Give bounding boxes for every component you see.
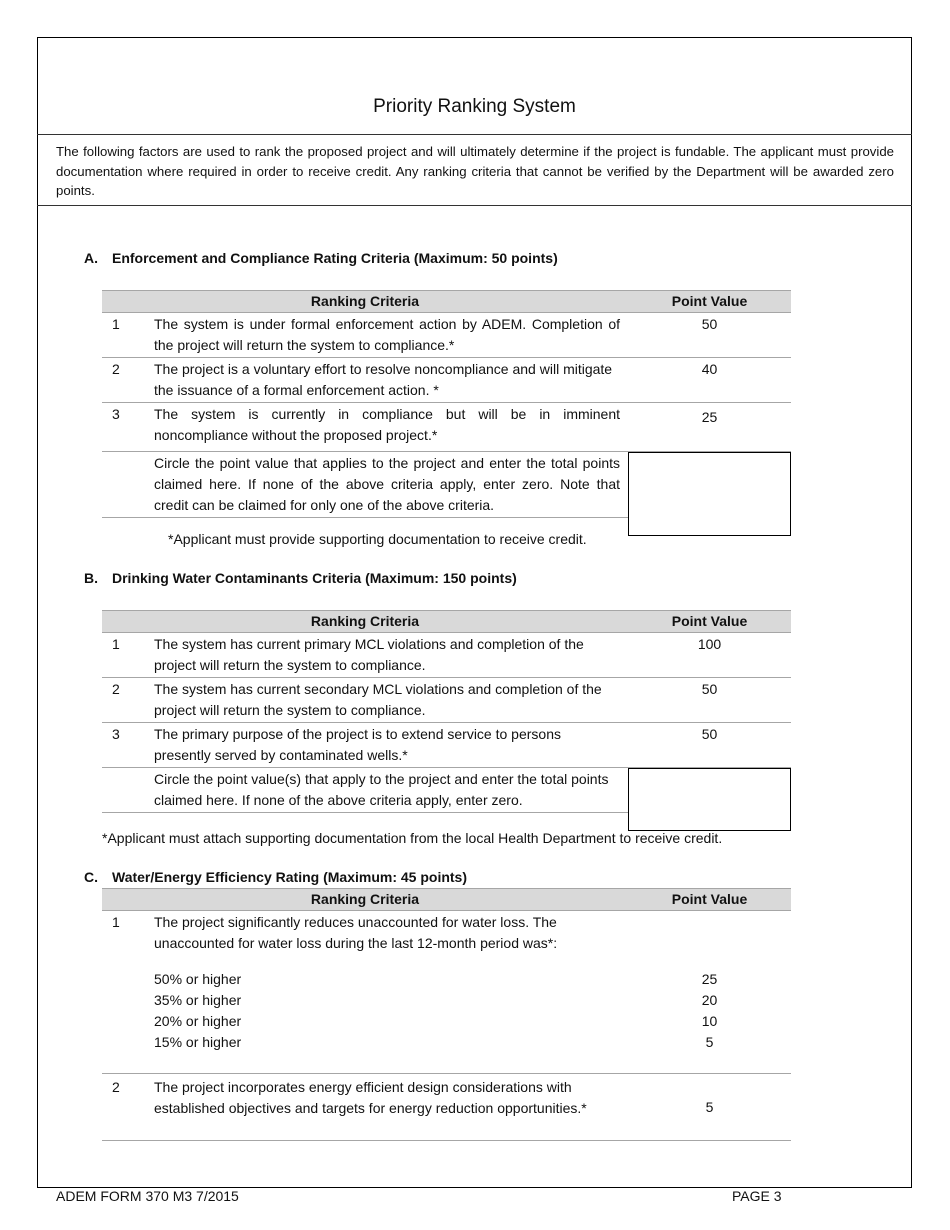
option-row bbox=[102, 990, 791, 1011]
table-row bbox=[102, 911, 791, 1074]
header-points: Point Value bbox=[671, 613, 748, 629]
table-row bbox=[102, 358, 791, 403]
row-criteria: The project is a voluntary effort to resolve noncompliance and will mitigate the issuance of a formal enforcement action. * bbox=[154, 361, 613, 398]
section-title: Water/Energy Efficiency Rating (Maximum: 45 points) bbox=[112, 869, 467, 885]
row-criteria: The primary purpose of the project is to extend service to persons presently served by contaminated wells.* bbox=[154, 726, 561, 763]
section-b-heading bbox=[84, 570, 517, 586]
section-letter: C. bbox=[84, 869, 98, 885]
divider bbox=[37, 205, 912, 206]
header-points: Point Value bbox=[671, 293, 748, 309]
option-row bbox=[102, 1011, 791, 1032]
row-points[interactable]: 25 bbox=[701, 409, 718, 425]
divider bbox=[37, 134, 912, 135]
row-points[interactable]: 5 bbox=[705, 1099, 714, 1115]
option-row bbox=[102, 969, 791, 990]
option-label: 20% or higher bbox=[154, 1013, 242, 1029]
option-points[interactable]: 25 bbox=[701, 971, 718, 987]
table-row bbox=[102, 678, 791, 723]
page-title: Priority Ranking System bbox=[373, 96, 576, 117]
row-points[interactable]: 50 bbox=[701, 726, 718, 742]
row-number: 1 bbox=[112, 636, 120, 652]
row-number: 3 bbox=[112, 726, 120, 742]
row-criteria: The system is under formal enforcement action by ADEM. Completion of the project will return the system to compliance.* bbox=[154, 316, 620, 353]
row-criteria: The system is currently in compliance but will be in imminent noncompliance without the proposed project.* bbox=[154, 406, 620, 443]
row-criteria: The system has current secondary MCL violations and completion of the project will return the system to compliance. bbox=[154, 681, 602, 718]
section-title: Enforcement and Compliance Rating Criteria (Maximum: 50 points) bbox=[112, 250, 558, 266]
page-number: PAGE 3 bbox=[732, 1188, 782, 1204]
option-label: 15% or higher bbox=[154, 1034, 242, 1050]
instruction-row bbox=[102, 452, 791, 518]
option-row bbox=[102, 1032, 791, 1053]
section-a-table bbox=[102, 290, 791, 518]
row-number: 2 bbox=[112, 681, 120, 697]
instruction-text: Circle the point value that applies to the project and enter the total points claimed here. If none of the above criteria apply, enter zero. Note that credit can be claimed for only one of the above criteria. bbox=[154, 455, 620, 513]
instruction-row bbox=[102, 768, 791, 813]
row-criteria: The project significantly reduces unaccounted for water loss. The unaccounted for water loss during the last 12-month period was*: bbox=[154, 914, 558, 951]
option-label: 50% or higher bbox=[154, 971, 242, 987]
option-points[interactable]: 20 bbox=[701, 992, 718, 1008]
section-letter: A. bbox=[84, 250, 98, 266]
form-id: ADEM FORM 370 M3 7/2015 bbox=[56, 1188, 239, 1204]
table-row bbox=[102, 633, 791, 678]
option-label: 35% or higher bbox=[154, 992, 242, 1008]
section-a-heading bbox=[84, 250, 558, 266]
table-header bbox=[102, 610, 791, 633]
row-points[interactable]: 40 bbox=[701, 361, 718, 377]
table-header bbox=[102, 888, 791, 911]
section-b-footnote: *Applicant must attach supporting documentation from the local Health Department to receive credit. bbox=[102, 830, 723, 846]
instruction-text: Circle the point value(s) that apply to the project and enter the total points claimed here. If none of the above criteria apply, enter zero. bbox=[154, 771, 609, 808]
section-letter: B. bbox=[84, 570, 98, 586]
table-row bbox=[102, 403, 791, 452]
table-row bbox=[102, 313, 791, 358]
header-criteria: Ranking Criteria bbox=[310, 293, 420, 309]
header-criteria: Ranking Criteria bbox=[310, 891, 420, 907]
header-criteria: Ranking Criteria bbox=[310, 613, 420, 629]
row-points[interactable]: 100 bbox=[697, 636, 722, 652]
row-criteria: The system has current primary MCL violations and completion of the project will return the system to compliance. bbox=[154, 636, 584, 673]
header-points: Point Value bbox=[671, 891, 748, 907]
section-c-heading bbox=[84, 869, 467, 885]
points-claimed-input[interactable] bbox=[628, 452, 791, 536]
row-points[interactable]: 50 bbox=[701, 681, 718, 697]
section-b-table bbox=[102, 610, 791, 813]
points-claimed-input[interactable] bbox=[628, 768, 791, 831]
table-row bbox=[102, 1074, 791, 1141]
row-number: 2 bbox=[112, 1079, 120, 1095]
table-header bbox=[102, 290, 791, 313]
row-number: 2 bbox=[112, 361, 120, 377]
section-c-table bbox=[102, 888, 791, 1141]
row-points[interactable]: 50 bbox=[701, 316, 718, 332]
row-number: 1 bbox=[112, 914, 120, 930]
intro-text: The following factors are used to rank the proposed project and will ultimately determine if the project is fundable. The applicant must provide documentation where required in order to receive credit. Any ranking criteria that cannot be verified by the Department will be awarded zero points. bbox=[56, 144, 894, 198]
table-row bbox=[102, 723, 791, 768]
option-points[interactable]: 10 bbox=[701, 1013, 718, 1029]
row-number: 1 bbox=[112, 316, 120, 332]
row-criteria: The project incorporates energy efficient design considerations with established objectives and targets for energy reduction opportunities.* bbox=[154, 1079, 587, 1116]
section-title: Drinking Water Contaminants Criteria (Maximum: 150 points) bbox=[112, 570, 517, 586]
option-points[interactable]: 5 bbox=[705, 1034, 714, 1050]
row-number: 3 bbox=[112, 406, 120, 422]
section-a-footnote: *Applicant must provide supporting documentation to receive credit. bbox=[168, 531, 587, 547]
